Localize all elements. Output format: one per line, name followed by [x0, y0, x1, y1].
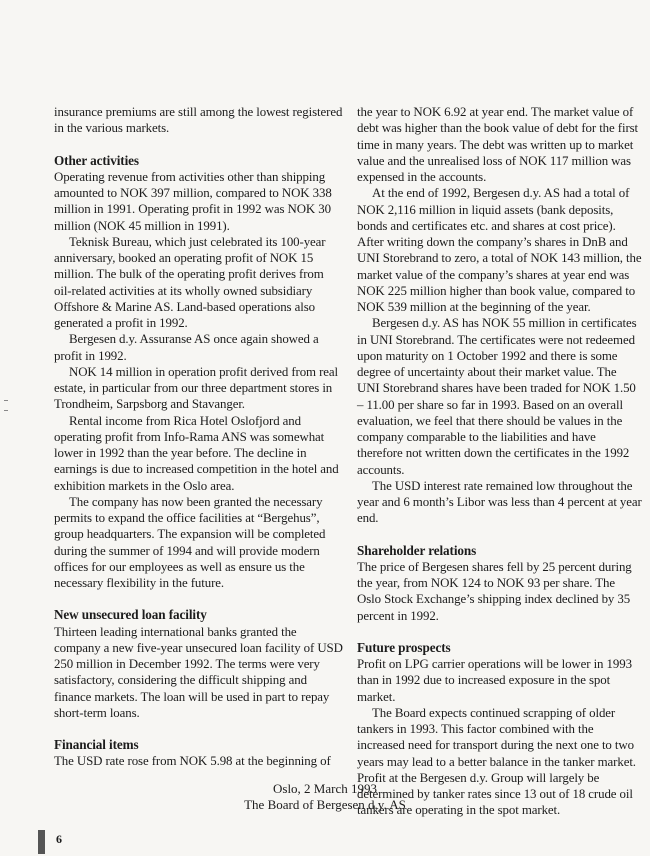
page-marker-bar — [38, 830, 45, 854]
financial-paragraph: Bergesen d.y. AS has NOK 55 million in certificates in UNI Storebrand. The certificates were not redeemed upon maturity on 1 October 1992 and there is some degree of uncertainty about their market value. The UNI Storebrand shares have been traded for NOK 1.50 – 11.00 per share so far in 1993. Based on an overall evaluation, we feel that there should be values in the company comparable to the liabilities and have therefore not written down the certificates in the 1992 accounts. — [357, 316, 637, 477]
other-activities-paragraph: Operating revenue from activities other than shipping amounted to NOK 397 million, compared to NOK 338 million in 1991. Operating profit in 1992 was NOK 30 million (NOK 45 million in 1991). — [54, 169, 332, 233]
financial-items-paragraph: The USD rate rose from NOK 5.98 at the beginning of — [54, 754, 331, 769]
financial-items-heading: Financial items — [54, 737, 139, 752]
other-activities-paragraph: Rental income from Rica Hotel Oslofjord and operating profit from Info-Rama ANS was somewhat lower in 1992 than the year before. The decline in earnings is due to increased competition in the hotel and exhibition markets in the Oslo area. — [54, 413, 339, 493]
right-column — [357, 104, 642, 819]
other-activities-heading: Other activities — [54, 152, 139, 168]
signoff-board: The Board of Bergesen d.y. AS — [244, 797, 406, 812]
signoff — [0, 781, 650, 813]
other-activities-paragraph: Teknisk Bureau, which just celebrated its 100-year anniversary, booked an operating profit of NOK 15 million. The bulk of the operating profit derives from oil-related activities at its wholly owned subsidiary Offshore & Marine AS. Land-based operations also generated a profit in 1992. — [54, 234, 326, 330]
shareholder-relations-paragraph: The price of Bergesen shares fell by 25 percent during the year, from NOK 124 to NOK 93 per share. The Oslo Stock Exchange’s shipping index declined by 35 percent in 1992. — [357, 559, 632, 623]
page-number: 6 — [56, 832, 62, 846]
other-activities-paragraph: The company has now been granted the necessary permits to expand the office facilities at “Bergehus”, group headquarters. The expansion will be completed during the summer of 1994 and will provide modern offices for our employees as well as ensure us the necessary flexibility in the future. — [54, 494, 326, 590]
future-prospects-paragraph: Profit on LPG carrier operations will be lower in 1993 than in 1992 due to increased exposure in the spot market. — [357, 657, 632, 704]
financial-paragraph: At the end of 1992, Bergesen d.y. AS had a total of NOK 2,116 million in liquid assets (bank deposits, bonds and certificates etc. and shares at cost price). After writing down the company’s shares in DnB and UNI Storebrand to zero, a total of NOK 143 million, the market value of the company’s shares at year end was NOK 225 million higher than book value, compared to NOK 539 million at the beginning of the year. — [357, 186, 642, 314]
other-activities-paragraph: NOK 14 million in operation profit derived from real estate, in particular from our three department stores in Trondheim, Sarpsborg and Stavanger. — [54, 364, 339, 412]
loan-facility-paragraph: Thirteen leading international banks granted the company a new five-year unsecured loan facility of USD 250 million in December 1992. The terms were very satisfactory, considering the difficult shipping and finance markets. The loan will be used in part to repay short-term loans. — [54, 624, 343, 720]
financial-paragraph: The USD interest rate remained low throughout the year and 6 month’s Libor was less than 4 percent at year end. — [357, 478, 642, 526]
future-prospects-paragraph: The Board expects continued scrapping of older tankers in 1993. This factor combined with the increased need for transport during the next one to two years may lead to a better balance in the tanker market. Profit at the Bergesen d.y. Group will largely be determined by tanker rates since 13 out of 18 crude oil tankers are operating in the spot market. — [357, 705, 636, 818]
binding-edge-mark — [4, 400, 8, 401]
left-continuation-paragraph: insurance premiums are still among the lowest registered in the various markets. — [54, 105, 343, 136]
loan-facility-heading: New unsecured loan facility — [54, 607, 207, 623]
shareholder-relations-heading: Shareholder relations — [357, 542, 477, 558]
right-continuation-paragraph: the year to NOK 6.92 at year end. The market value of debt was higher than the book value of debt for the first time in many years. The debt was written up to market value and the unrealised loss of NOK 117 million was expensed in the accounts. — [357, 105, 639, 184]
left-column — [54, 104, 344, 770]
other-activities-paragraph: Bergesen d.y. Assuranse AS once again showed a profit in 1992. — [54, 332, 319, 363]
future-prospects-heading: Future prospects — [357, 639, 451, 655]
binding-edge-mark — [4, 410, 8, 411]
signoff-place-date: Oslo, 2 March 1993 — [273, 781, 377, 796]
